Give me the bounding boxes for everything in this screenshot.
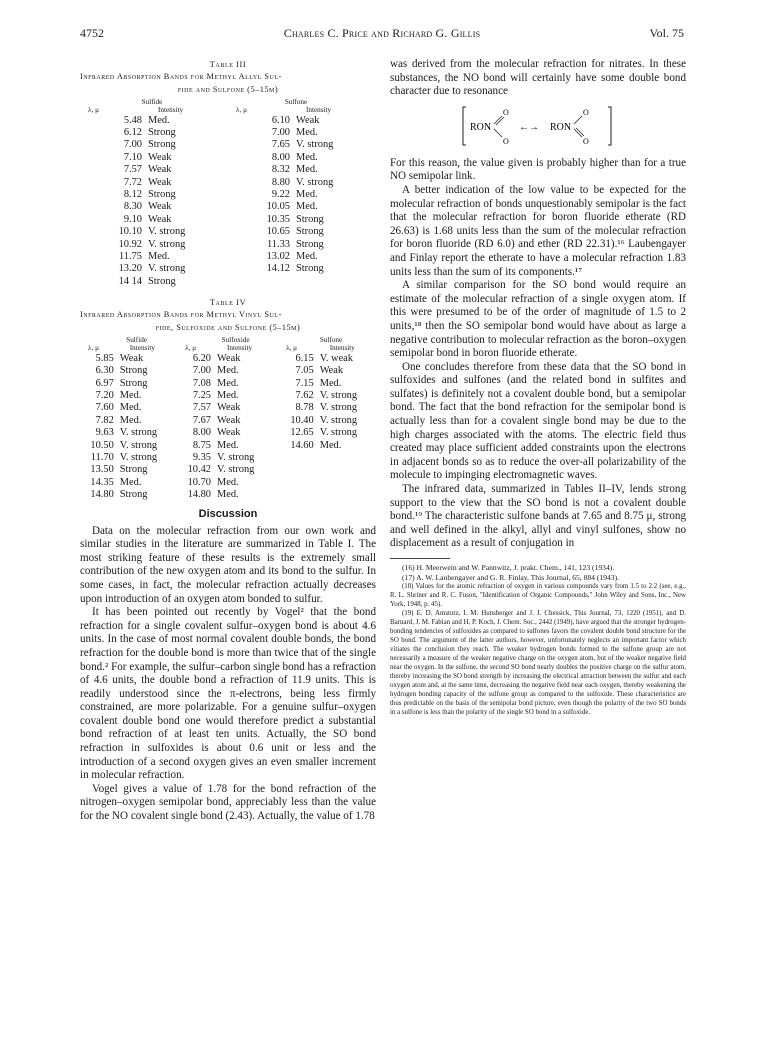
table4-header-row [88,344,376,353]
resonance-structure [390,103,686,151]
table4-cell: 9.63 [95,427,114,439]
table3-cell: 9.22 [271,188,290,200]
table4-cell [320,464,376,476]
table4-cell: 7.62 [295,389,314,401]
table3-row [88,226,376,238]
table4-cell: 14.80 [187,489,211,501]
table3-cell: Med. [148,250,170,262]
table3-cell: V. strong [148,226,186,238]
table4-col-header: Intensity [329,344,355,353]
table3-row [88,263,376,275]
resonance-oxygen: O [503,136,509,146]
right-bracket [608,107,611,145]
table4-cell: Weak [217,427,241,439]
table4-cell: 6.97 [95,377,114,389]
left-paragraph: It has been pointed out recently by Vogel² that the bond refraction for a single covalent sulfur–oxygen bond is about 4.6 units. In the case of most normal covalent double bonds, the bond refraction for the double bond is more than twice that of the single bond.² For example, the sulfur–carbon single bond has a refraction of 4.6 units, the double bond a refraction of 11.9 units. This is readily understood since the π-electrons, being less firmly constrained, are more polarizable. For a genuine sulfur–oxygen covalent double bond one would therefore predict a substantial bond refraction of at least ten units. Actually, the SO bond refraction in sulfoxides is about 0.6 unit or less and the introduction of a second oxygen gives an even smaller increment in molecular refraction. [80,606,376,782]
table3-cell: Med. [296,201,318,213]
table3-cell: 7.72 [123,176,142,188]
table4-cell: Strong [119,365,148,377]
table4-cell: 7.57 [192,402,211,414]
table4-cell: 9.35 [192,451,211,463]
table4-caption-line2: fide, Sulfoxide and Sulfone (5–15μ) [155,322,301,332]
table3-cell: 10.10 [118,226,142,238]
table4-row [88,390,376,402]
table3-cell: V. strong [148,263,186,275]
table3-cell: 10.92 [118,238,142,250]
table4-row [88,440,376,452]
table3-cell: Strong [296,226,324,238]
table3-caption [80,71,376,96]
table4-cell: 10.50 [90,439,114,451]
table3-row [88,201,376,213]
table3-cell [296,276,376,288]
table3-cell: 8.80 [271,176,290,188]
table3-cell: Strong [296,238,324,250]
table3-cell: Strong [296,213,324,225]
table4-cell: 6.15 [295,352,314,364]
table3-cell: 14 14 [118,275,142,287]
table4-row [88,489,376,501]
table3-group-sulfide: Sulfide [141,98,163,106]
table4-cell: Med. [319,377,342,389]
table3-cell: 6.12 [123,126,142,138]
table3-cell: V. strong [296,176,334,188]
table3-cell: 7.10 [123,151,142,163]
table4-cell: 14.60 [290,439,314,451]
table3-row [88,139,376,151]
table4-group-sulfoxide: Sulfoxide [221,336,250,345]
table4 [88,336,376,501]
table4-cell: 6.30 [95,365,114,377]
table4-cell: Strong [119,377,148,389]
table3-row [88,214,376,226]
table3-cell: 7.00 [123,139,142,151]
table3-cell: Strong [148,139,176,151]
table4-cell: Med. [217,389,239,401]
left-paragraph: Data on the molecular refraction from our own work and similar studies in the literature are summarized in Table I. The most striking feature of these results is the extremely small contribution of the new oxygen atom and its bond to the sulfur. In some cases, in fact, the molecular refraction actually decreases upon introduction of an oxygen atom bonded to sulfur. [80,524,376,605]
table3-cell: V. strong [148,238,186,250]
table3-title: Table III [209,60,247,69]
footnote: (17) A. W. Laubengayer and G. R. Finlay, This Journal, 65, 884 (1943). [402,572,620,582]
table3-cell: Weak [148,151,172,163]
discussion-heading: Discussion [198,507,258,520]
table3-header-row [88,106,376,115]
table3-cell: Strong [148,275,176,287]
table4-cell: 7.20 [95,389,114,401]
table4-row [88,452,376,464]
left-bracket [463,107,466,145]
table4-row [88,402,376,414]
resonance-oxygen: O [583,136,589,146]
footnote: (16) H. Meerwein and W. Pannwitz, J. prakt. Chem., 141, 123 (1934). [402,563,615,572]
table4-cell: 11.70 [90,451,114,463]
table4-row [88,464,376,476]
right-paragraph: One concludes therefore from these data that the SO bond in sulfoxides and sulfones (and the related bond in sulfites and sulfates) is definitely not a covalent double bond, but a semipolar bond. The fact that the bond refraction for the semipolar bond is actually less than for a covalent single bond may be due to the high charges associated with the atoms. The electric field thus created may place sufficient added constraints upon the electrons in adjacent bonds so as to reduce the over-all polarizability of the molecule to impinging electromagnetic waves. [390,360,686,482]
table4-cell: 8.75 [192,439,211,451]
table4-cell: V. strong [319,402,358,414]
table4-cell [320,477,376,489]
table4-cell: Weak [217,414,241,426]
footnote: (19) E. D. Amstutz, I. M. Hunsberger and J. J. Chessick, This Journal, 73, 1220 (1951), and D. Barnard, J. M. Fabian and H. P. Koch, J. Chem. Soc., 2442 (1949), have argued that the stronger hydrogen-bonding tendencies of sulfoxides as compared to sulfones favors the covalent double bond structure for the SO bond. The argument of the latter authors, however, unfortunately neglects an important factor which vitiates the conclusion they reach. The weaker hydrogen bonds formed to the sulfone group are not necessarily a measure of the weaker negative charge on the oxygen atom, but of the weaker negative field near the oxygen. In the sulfone, the second SO bond nearly doubles the positive charge on the sulfur atom, thereby increasing the SO bond strength by increasing the electrical attraction between the sulfur and each oxygen atom and, at the same time, decreasing the negative field near each oxygen, thereby weakening the hydrogen bonding capacity of the sulfone group as compared to the sulfoxide. These characteristics are thus predictable on the basis of the semipolar bond picture, even though the polarity of the two SO bonds in a sulfone is less than the polarity of the single SO bond in a sulfoxide. [390,610,686,717]
table3-cell: 13.20 [118,263,142,275]
table4-cell: 7.25 [192,389,211,401]
table4-cell: 5.85 [95,352,114,364]
running-header [80,26,684,42]
table4-cell: V. strong [119,451,158,463]
table4-cell: 10.40 [290,414,314,426]
table3-group-row [88,98,376,106]
table4-cell: Weak [217,402,241,414]
table3-row [88,251,376,263]
table3-row [88,177,376,189]
table3-cell: Weak [148,201,172,213]
table3-cell: V. strong [296,139,334,151]
table4-row [88,427,376,439]
table4-cell: 7.60 [95,402,114,414]
left-paragraph: Vogel gives a value of 1.78 for the bond refraction of the nitrogen–oxygen semipolar bond, appreciably less than the value for the NO covalent single bond (2.43). Actually, the value of 1.78 [80,782,376,823]
left-column [80,58,376,824]
table3-row [88,127,376,139]
table3-row [88,239,376,251]
table4-cell: 14.35 [90,476,114,488]
table4-cell: 8.78 [295,402,314,414]
table4-cell: Med. [119,414,142,426]
table4-cell: Med. [217,439,239,451]
table4-cell: 7.82 [95,414,114,426]
table4-cell: V. strong [217,464,255,476]
table4-cell: 6.20 [192,352,211,364]
table4-cell: 7.15 [295,377,314,389]
table3-cell: Weak [148,176,172,188]
table4-cell: V. strong [119,427,158,439]
table4-cell: 13.50 [90,464,114,476]
table4-cell: 7.05 [295,365,314,377]
table3-cell: 11.75 [119,250,142,262]
table4-group-row [88,336,376,344]
table3-row [88,276,376,288]
table3-cell: Med. [148,114,170,126]
table4-cell: 7.00 [192,365,211,377]
author-line: Charles C. Price and Richard G. Gillis [283,26,481,40]
table3-cell: 9.10 [123,213,142,225]
resonance-arrow: ←→ [519,121,539,133]
table4-cell: Weak [217,352,241,364]
page-number: 4752 [80,26,104,40]
table4-cell: 7.08 [192,377,211,389]
table3-cell: 8.32 [271,164,290,176]
resonance-oxygen: O [583,107,589,117]
table3-cell: Med. [296,188,318,200]
table3-caption-line1: Infrared Absorption Bands for Methyl Allyl Sul- [80,72,282,81]
table4-cell [286,477,320,489]
table3-group-sulfone: Sulfone [284,98,308,106]
table4-row [88,378,376,390]
table3-caption-line2: fide and Sulfone (5–15μ) [177,84,279,94]
table3-row [88,115,376,127]
table4-row [88,353,376,365]
table4-row [88,415,376,427]
table4-cell: Strong [119,464,148,476]
table3-cell: Med. [296,126,318,138]
table4-cell: 7.67 [192,414,211,426]
table4-cell [286,489,320,501]
table4-cell: 10.70 [187,476,211,488]
resonance-oxygen: O [503,107,509,117]
table4-cell: 10.42 [187,464,211,476]
table3-row [88,189,376,201]
table4-cell: Med. [217,476,239,488]
table3-row [88,152,376,164]
table4-cell: Med. [119,476,142,488]
table3-cell: 11.33 [267,238,290,250]
table3-cell: Med. [296,250,318,262]
table3-col-header: Intensity [158,106,184,114]
table4-col-header: λ, μ [286,344,298,353]
table3 [88,98,376,288]
table4-col-header: Intensity [227,344,253,353]
table3-cell: Weak [148,164,172,176]
table3-cell: Weak [148,213,172,225]
table4-cell [320,489,376,501]
table3-col-header: Intensity [306,106,332,114]
table3-col-header: λ, μ [88,106,99,114]
right-paragraph: A similar comparison for the SO bond would require an estimate of the molecular refraction of a single oxygen atom. If this were presumed to be of the order of magnitude of 1.5 to 2 units,¹⁸ then the SO semipolar bond would have about as large a negative contribution to molecular refraction as the boron–oxygen semipolar bond in boron fluoride etherate. [390,279,686,360]
table4-cell: Weak [119,352,144,364]
table3-row [88,164,376,176]
table4-col-header: λ, μ [185,344,197,353]
table4-cell: Strong [119,489,148,501]
table4-caption-line1: Infrared Absorption Bands for Methyl Vinyl Sul- [80,310,282,320]
table3-cell: 8.12 [123,188,142,200]
right-paragraph-continued: was derived from the molecular refraction for nitrates. In these substances, the NO bond will certainly have some double bond character due to resonance [390,58,686,98]
table4-cell [286,452,320,464]
table4-cell: V. weak [319,352,353,364]
table4-cell [286,464,320,476]
table4-row [88,365,376,377]
table3-col-header: λ, μ [236,106,247,114]
table3-cell: Med. [296,151,318,163]
table4-cell: Med. [119,402,142,414]
table3-cell: 10.65 [266,226,290,238]
volume-label: Vol. 75 [649,26,684,40]
right-column [390,58,686,717]
table3-cell: 7.65 [271,139,290,151]
table4-cell: Weak [319,365,344,377]
table4-group-sulfone: Sulfone [319,336,343,345]
table4-cell: 14.80 [90,489,114,501]
table3-cell: 7.57 [123,164,142,176]
table3-cell: Med. [296,164,318,176]
table3-cell: Strong [148,126,176,138]
resonance-diagram [462,103,612,149]
table3-cell: Strong [148,188,176,200]
right-paragraph: For this reason, the value given is probably higher than for a true NO semipolar link. [390,156,686,183]
table3-cell: 5.48 [123,114,142,126]
table3-cell: 8.30 [123,201,142,213]
table3-cell: 14.12 [266,263,290,275]
table3-cell: Weak [296,114,320,126]
table4-cell: Med. [119,389,142,401]
table4-row [88,477,376,489]
table3-cell: 7.00 [271,126,290,138]
table3-cell: 8.00 [271,151,290,163]
table3-cell: 13.02 [266,250,290,262]
table3-cell: 10.05 [266,201,290,213]
resonance-left-group: RON [470,121,492,133]
table4-cell: V. strong [217,451,255,463]
table4-cell: V. strong [319,427,358,439]
right-paragraph: The infrared data, summarized in Tables II–IV, lends strong support to the view that the SO bond is not a covalent double bond.¹⁹ The characteristic sulfone bands at 7.65 and 8.75 μ, strong and well defined in the alkyl, allyl and vinyl sulfones, show no displacement as a result of conjugation in [390,483,686,550]
table3-cell: 6.10 [271,114,290,126]
table4-col-header: λ, μ [88,344,99,353]
table3-cell [236,276,296,288]
table4-cell [320,452,376,464]
table4-cell: Med. [319,439,342,451]
table4-group-sulfide: Sulfide [126,336,147,345]
table4-cell: 12.65 [290,427,314,439]
table4-cell: 8.00 [192,427,211,439]
table4-cell: V. strong [119,439,158,451]
table4-caption [80,309,376,334]
table4-cell: Med. [217,377,239,389]
table4-col-header: Intensity [129,344,155,353]
resonance-right-group: RON [550,121,572,133]
table4-cell: Med. [217,365,239,377]
table4-cell: Med. [217,489,239,501]
footnote: (18) Values for the atomic refraction of oxygen in various compounds vary from 1.5 to 2.2 (see, e.g., R. L. Shriner and R. C. Fuson, "Identification of Organic Compounds," John Wiley and Sons, Inc., New York, 1948, p. 45). [390,583,686,609]
table4-cell: V. strong [319,414,358,426]
footnote-rule [390,558,450,559]
table3-cell: Strong [296,263,324,275]
table3-cell: 10.35 [266,213,290,225]
right-paragraph: A better indication of the low value to be expected for the molecular refraction of bonds unquestionably semipolar is the fact that the molecular refraction for boron fluoride etherate (RD 26.63) is 1.68 units less than the sum of the molecular refraction for boron fluoride (RD 6.0) and ether (RD 22.31).¹⁶ Laubengayer and Finlay report the etherate to have a molecular refraction 1.83 units less than the sum of its components.¹⁷ [390,183,686,278]
table4-title: Table IV [209,298,247,308]
table4-cell: V. strong [319,389,358,401]
